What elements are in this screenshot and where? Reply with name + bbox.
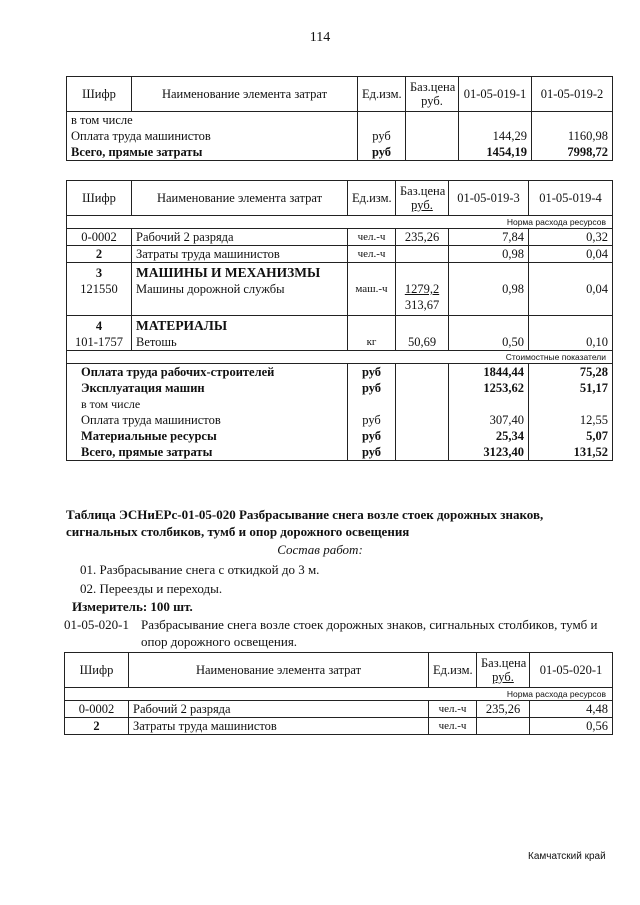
item-description: Разбрасывание снега возле стоек дорожных знаков, сигнальных столбиков, тумб и опор дорожного освещения. bbox=[141, 617, 598, 649]
row-label: в том числе bbox=[67, 396, 348, 412]
table-header-row bbox=[67, 77, 613, 112]
row-label: Всего, прямые затраты bbox=[67, 144, 358, 161]
header-name: Наименование элемента затрат bbox=[129, 653, 429, 688]
row-name: МАТЕРИАЛЫ Ветошь bbox=[132, 316, 348, 351]
row-unit: кг bbox=[348, 316, 396, 351]
table-row bbox=[67, 396, 613, 412]
row-value: 25,34 bbox=[449, 428, 529, 444]
table-row bbox=[67, 428, 613, 444]
table-row-total bbox=[67, 444, 613, 461]
row-name: Затраты труда машинистов bbox=[129, 718, 429, 735]
row-unit: руб bbox=[348, 364, 396, 381]
meter-label: Измеритель: 100 шт. bbox=[72, 599, 193, 614]
table-row bbox=[67, 246, 613, 263]
table-row bbox=[67, 364, 613, 381]
step-02: 02. Переезды и переходы. bbox=[80, 581, 223, 596]
row-value: 7,84 bbox=[449, 229, 529, 246]
row-price bbox=[477, 718, 530, 735]
header-code: Шифр bbox=[67, 181, 132, 216]
row-unit: чел.-ч bbox=[348, 229, 396, 246]
row-value: 51,17 bbox=[529, 380, 613, 396]
row-value: 144,29 bbox=[459, 128, 532, 144]
row-value: 0,04 bbox=[529, 246, 613, 263]
row-name: Рабочий 2 разряда bbox=[132, 229, 348, 246]
table-header-row bbox=[67, 181, 613, 216]
cost-table-019-3-4 bbox=[66, 180, 613, 461]
table-row-total bbox=[67, 144, 613, 161]
row-unit: руб bbox=[348, 428, 396, 444]
row-label: Оплата труда машинистов bbox=[67, 412, 348, 428]
row-label: Оплата труда машинистов bbox=[67, 128, 358, 144]
row-value: 0,98 bbox=[449, 246, 529, 263]
row-name: Затраты труда машинистов bbox=[132, 246, 348, 263]
composition-heading: Состав работ: bbox=[277, 542, 363, 557]
row-value: 3123,40 bbox=[449, 444, 529, 461]
header-code: Шифр bbox=[65, 653, 129, 688]
table-row bbox=[65, 701, 613, 718]
header-price: Баз.цена руб. bbox=[477, 653, 530, 688]
step-01: 01. Разбрасывание снега с откидкой до 3 м. bbox=[80, 562, 320, 577]
row-value: 75,28 bbox=[529, 364, 613, 381]
row-label: Эксплуатация машин bbox=[67, 380, 348, 396]
row-value: 1844,44 bbox=[449, 364, 529, 381]
row-unit: руб bbox=[348, 412, 396, 428]
row-code: 0-0002 bbox=[65, 701, 129, 718]
subheader-norm: Норма расхода ресурсов bbox=[67, 216, 613, 229]
header-name: Наименование элемента затрат bbox=[132, 77, 358, 112]
cost-table-019-1-2 bbox=[66, 76, 613, 161]
subheader-norm: Норма расхода ресурсов bbox=[65, 688, 613, 701]
row-value: 0,10 bbox=[529, 316, 613, 351]
header-price: Баз.цена руб. bbox=[406, 77, 459, 112]
row-label: Материальные ресурсы bbox=[67, 428, 348, 444]
row-value: 0,56 bbox=[530, 718, 613, 735]
row-price: 50,69 bbox=[396, 316, 449, 351]
table-row-materials bbox=[67, 316, 613, 351]
table-header-row bbox=[65, 653, 613, 688]
header-unit: Ед.изм. bbox=[429, 653, 477, 688]
row-value: 7998,72 bbox=[532, 144, 613, 161]
row-unit: маш.-ч bbox=[348, 263, 396, 316]
row-price bbox=[396, 246, 449, 263]
row-value: 1160,98 bbox=[532, 128, 613, 144]
row-code: 4 101-1757 bbox=[67, 316, 132, 351]
header-col-020-1: 01-05-020-1 bbox=[530, 653, 613, 688]
cost-table-020-1 bbox=[64, 652, 613, 735]
row-value: 0,50 bbox=[449, 316, 529, 351]
row-value: 131,52 bbox=[529, 444, 613, 461]
row-value: 12,55 bbox=[529, 412, 613, 428]
section-title-line2: сигнальных столбиков, тумб и опор дорожного освещения bbox=[66, 524, 410, 539]
table-row bbox=[67, 112, 613, 129]
header-code: Шифр bbox=[67, 77, 132, 112]
row-unit: руб bbox=[348, 380, 396, 396]
page-number: 114 bbox=[309, 30, 331, 45]
row-price: 1279,2 313,67 bbox=[396, 263, 449, 316]
header-name: Наименование элемента затрат bbox=[132, 181, 348, 216]
header-unit: Ед.изм. bbox=[348, 181, 396, 216]
row-name: МАШИНЫ И МЕХАНИЗМЫ Машины дорожной службы bbox=[132, 263, 348, 316]
row-label: Всего, прямые затраты bbox=[67, 444, 348, 461]
row-value: 4,48 bbox=[530, 701, 613, 718]
header-price: Баз.цена руб. bbox=[396, 181, 449, 216]
table-row bbox=[65, 718, 613, 735]
row-unit: руб bbox=[358, 128, 406, 144]
header-col-019-2: 01-05-019-2 bbox=[532, 77, 613, 112]
header-unit: Ед.изм. bbox=[358, 77, 406, 112]
row-value: 5,07 bbox=[529, 428, 613, 444]
header-col-019-3: 01-05-019-3 bbox=[449, 181, 529, 216]
row-label: в том числе bbox=[67, 112, 358, 129]
row-value: 307,40 bbox=[449, 412, 529, 428]
row-value: 1253,62 bbox=[449, 380, 529, 396]
row-unit: чел.-ч bbox=[348, 246, 396, 263]
row-unit: чел.-ч bbox=[429, 718, 477, 735]
table-row bbox=[67, 128, 613, 144]
row-code: 0-0002 bbox=[67, 229, 132, 246]
item-code: 01-05-020-1 bbox=[64, 617, 129, 632]
table-row bbox=[67, 380, 613, 396]
row-value: 0,04 bbox=[529, 263, 613, 316]
row-label: Оплата труда рабочих-строителей bbox=[67, 364, 348, 381]
row-code: 2 bbox=[65, 718, 129, 735]
row-price: 235,26 bbox=[477, 701, 530, 718]
row-unit: чел.-ч bbox=[429, 701, 477, 718]
section-title-line1: Таблица ЭСНиЕРс-01-05-020 Разбрасывание снега возле стоек дорожных знаков, bbox=[66, 507, 544, 522]
row-code: 3 121550 bbox=[67, 263, 132, 316]
header-col-019-4: 01-05-019-4 bbox=[529, 181, 613, 216]
row-unit: руб bbox=[348, 444, 396, 461]
table-row-machines bbox=[67, 263, 613, 316]
row-price: 235,26 bbox=[396, 229, 449, 246]
row-value: 1454,19 bbox=[459, 144, 532, 161]
row-code: 2 bbox=[67, 246, 132, 263]
table-row bbox=[67, 229, 613, 246]
row-unit: руб bbox=[358, 144, 406, 161]
section-title bbox=[66, 506, 626, 540]
row-value: 0,32 bbox=[529, 229, 613, 246]
table-row bbox=[67, 412, 613, 428]
row-name: Рабочий 2 разряда bbox=[129, 701, 429, 718]
row-value: 0,98 bbox=[449, 263, 529, 316]
footer-region: Камчатский край bbox=[528, 851, 606, 862]
subheader-cost: Стоимостные показатели bbox=[67, 351, 613, 364]
header-col-019-1: 01-05-019-1 bbox=[459, 77, 532, 112]
